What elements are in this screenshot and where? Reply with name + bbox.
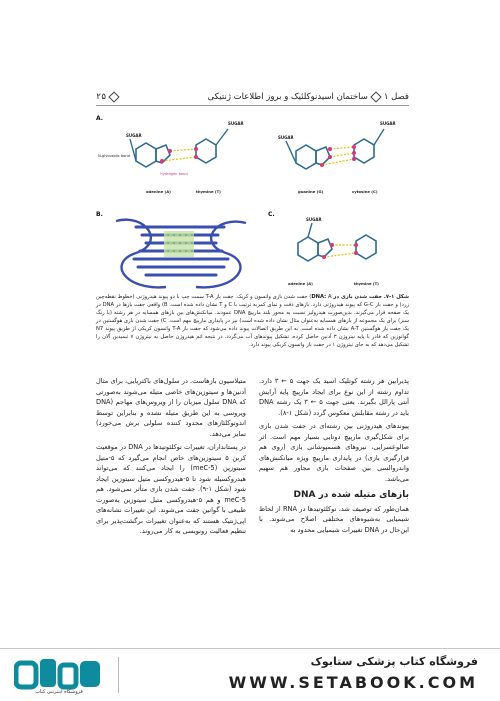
panel-a-sugar-right: SUGAR bbox=[228, 121, 244, 126]
caption-body: A) جفت شدن بازی واتسون و کریک. جفت باز T-A سمت چپ با دو پیوند هیدروژنی (خطوط نقطه‌چین زرد) و جفت باز G-C که پیوند هیدروژنی دارد. بازهای دفت و نمای کمربه ترتیب با C و T نشان داده شده است. B) واقعی جفت بازها در DNA در یک صفحه قرار می‌گیرند، بدین‌صورت هیدرولیز نسبت به محور بلند مارپیچ DNA عمودند. میانکنش‌های بین بازهای همسایه در هر رشته (با رنگ سبز) برای یک مجموعه از بازهای همسایه به‌عنوان مثال نشان داده شده است) نیز در پایداری مارپیچ مهم است. C) جفت شدن بازی هوگستین در یک جفت باز هوگستین A-T نشان داده شده است. به این طریق اتصالات پیوند داده می‌شود که جفت باز T-A واتسون کریکی از طریق پیوند N7 گوانوزین که قادر با پایه نیتروژن ۳ آدنین حاصل کرده، تشکیل پیوندهای آب می‌گردد. در نتیجه اتم هیدروژن حاصل به نیتروژن ۷ تیمیدین آلان را تشکیل می‌دهد که به جای نیتروژن ۱ در جفت باز واتسون کریکی پیوند دارد. bbox=[96, 294, 410, 348]
header-rule bbox=[96, 105, 409, 106]
right-column bbox=[259, 376, 409, 538]
paragraph: پذیرابین هر رشته کوتلیک اسید یک جهت ۵ ← ۳ دارد. تداوم رشته از این نوع برای ایجاد مارپیچ پایه آرایش آنتی پارالل بگیرند. یعنی جهت ۵ ← ۳ یک رشته DNA باید در رشته مقابلش معکوس گردد (شکل ۱-۸). bbox=[259, 377, 409, 417]
panel-gc-base-left: guanine (G) bbox=[298, 189, 324, 194]
page-number: ۲۵ bbox=[96, 92, 122, 102]
figure bbox=[96, 115, 409, 290]
panel-a-base-right: thymine (T) bbox=[196, 189, 221, 194]
paragraph: در پستانداران، تغییرات نوکلئوتیدها در DNA در موقعیت کربن ۵ سیتوزین‌های خاص انجام می‌گیرد که ۵-متیل سیتوزین (5-meC) را ایجاد می‌کنند که می‌تواند هیدروکسیله شود تا ۵-هیدروکسی متیل سیتوزین ایجاد شود (شکل ۱-۹). جفت شدن بازی متأثر نمی‌شود. هم 5-meC و هم ۵-هیدروکسی متیل سیتوزین به‌صورت طبیعی با گوانین جفت می‌شوند. این تغییرات نشانه‌های اپی‌ژنتیک هستند که به‌عنوان تغییرات برگشت‌پذیر برای تنظیم فعالیت رونویسی به کار می‌روند. bbox=[96, 443, 247, 535]
caption-lead: شکل ۱-۷. جفت شدن بازی در DNA: bbox=[311, 294, 409, 300]
panel-b-helix bbox=[106, 213, 256, 291]
footer-banner bbox=[0, 648, 500, 701]
panel-a-sugar-left: SUGAR bbox=[126, 133, 142, 138]
footer-divider bbox=[118, 657, 119, 693]
section-heading: بازهای متیله شده در DNA bbox=[293, 490, 409, 500]
paragraph: پیوندهای هیدروژنی بین رشته‌ای در جفت شدن بازی برای شکل‌گیری مارپیچ دوتایی بسیار مهم است. اثر صالوعسرایی، نیروهای هسمپوشانی بازی (روی هم قرارگیری بازی) در پایداری مارپیچ ویژه میانکنش‌های واندروالسی بین صفحات بازی مجاور هم سهیم می‌باشد. bbox=[259, 422, 409, 483]
panel-gc-base-right: cytosine (C) bbox=[352, 189, 378, 194]
page-header bbox=[96, 90, 409, 106]
panel-a-hbond-label: hydrogen bond bbox=[160, 172, 188, 176]
diamond-icon bbox=[370, 91, 381, 102]
footer-url[interactable]: WWW.SETABOOK.COM bbox=[228, 673, 478, 692]
logo-subtitle: فروشگاه اینترنتی کتاب bbox=[35, 689, 83, 695]
panel-a-base-left: adenine (A) bbox=[146, 189, 171, 194]
panel-c-sugar: SUGAR bbox=[306, 217, 322, 222]
panel-label-b: B. bbox=[96, 211, 103, 218]
panel-c-structure bbox=[268, 213, 409, 291]
panel-c-base-right: thymine (T) bbox=[354, 281, 379, 286]
panel-gc-structure bbox=[268, 119, 409, 201]
panel-label-c: C. bbox=[268, 211, 275, 218]
panel-gc-sugar-right: SUGAR bbox=[380, 121, 396, 126]
panel-c-base-left: adenine (A) bbox=[288, 281, 313, 286]
paragraph: متیلاسیون بازهاست. در سلول‌های باکتریایی، برای مثال آدنین‌ها و سیتوزین‌های خاصی متیله می‌شوند به‌صورتی که DNA سلول میزبان را از ویروس‌های مهاجم (DNA ویروسی به این طریق متیله نشده و بنابراین توسط اندونوکلئازهای محدود کننده سلولی برش می‌خورد) تمایز می‌دهد. bbox=[96, 377, 246, 438]
paragraph: همان‌طور که توصیف شد، نوکلئوتیدها در RNA از لحاظ شیمیایی به‌شیوه‌های مختلفی اصلاح می‌شوند. با این‌حال در DNA تغییرات شیمیایی محدود به bbox=[259, 504, 409, 534]
footer-title: فروشگاه کتاب پزشکی ستابوک bbox=[310, 655, 478, 668]
panel-gc-sugar-left: SUGAR bbox=[278, 135, 294, 140]
panel-a-bond-label: N-glycosidic bond bbox=[98, 154, 130, 158]
chapter-title: فصل ۱ساختمان اسیدنوکلئیک و بروز اطلاعات ژنتیکی bbox=[207, 92, 409, 102]
panel-label-a: A. bbox=[96, 115, 104, 122]
body-columns bbox=[96, 376, 409, 576]
left-column bbox=[96, 376, 246, 540]
figure-caption bbox=[96, 293, 409, 349]
panel-a-structure bbox=[96, 119, 256, 201]
diamond-icon bbox=[109, 91, 120, 102]
